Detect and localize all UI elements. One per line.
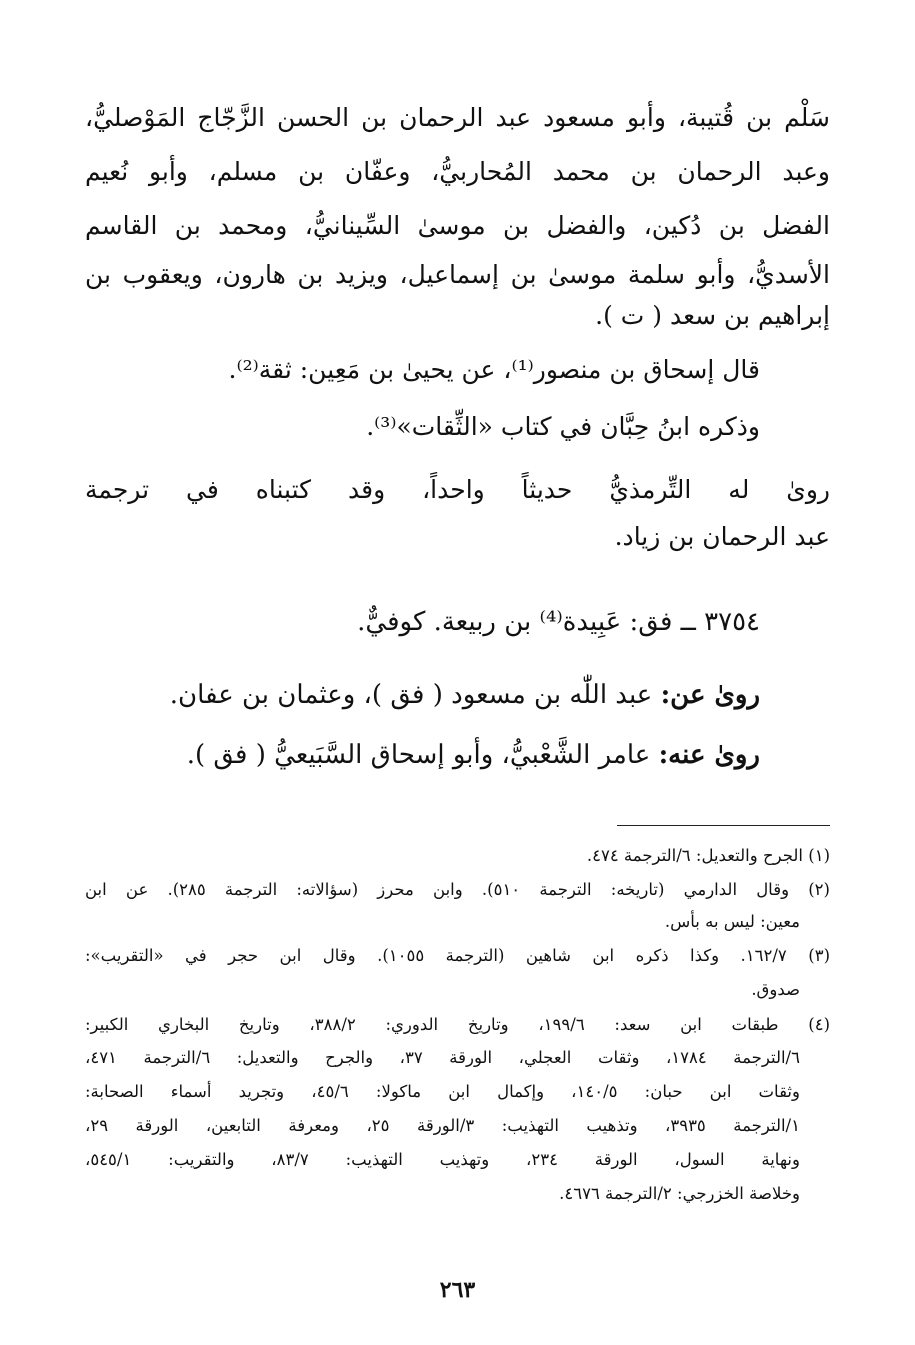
footnote-line: ١/الترجمة ٣٩٣٥، وتذهيب التهذيب: ٣/الورقة ٢٥، ومعرفة التابعين، الورقة ٢٩، <box>85 1116 800 1135</box>
footnote-line: ٦/الترجمة ١٧٨٤، وثقات العجلي، الورقة ٣٧، والجرح والتعديل: ٦/الترجمة ٤٧١، <box>85 1048 800 1067</box>
body-line: سَلْم بن قُتيبة، وأبو مسعود عبد الرحمان بن الحسن الزَّجّاج المَوْصليُّ، <box>85 103 830 132</box>
entry-narrated-from <box>170 680 760 710</box>
body-line: وذكره ابنُ حِبَّان في كتاب «الثِّقات»⁽³⁾. <box>366 412 760 441</box>
footnote-separator <box>617 825 830 826</box>
page-number: ٢٦٣ <box>439 1277 476 1303</box>
entry-heading: ٣٧٥٤ ــ فق: عَبِيدة⁽⁴⁾ بن ربيعة. كوفيٌّ. <box>357 607 760 637</box>
footnote-line: (١) الجرح والتعديل: ٦/الترجمة ٤٧٤. <box>586 846 830 865</box>
body-line: روىٰ له التِّرمذيُّ حديثاً واحداً، وقد كتبناه في ترجمة <box>85 475 830 504</box>
body-line: إبراهيم بن سعد ( ت ). <box>595 301 830 330</box>
footnote-line: ونهاية السول، الورقة ٢٣٤، وتهذيب التهذيب: ٨٣/٧، والتقريب: ٥٤٥/١، <box>85 1150 800 1169</box>
footnote-line: وثقات ابن حبان: ١٤٠/٥، وإكمال ابن ماكولا: ٤٥/٦، وتجريد أسماء الصحابة: <box>85 1082 800 1101</box>
narrated-by-text: عامر الشَّعْبيُّ، وأبو إسحاق السَّبَيعيُّ ( فق ). <box>186 740 651 770</box>
entry-narrated-by <box>187 740 760 770</box>
footnote-line: (٢) وقال الدارمي (تاريخه: الترجمة ٥١٠). وابن محرز (سؤالاته: الترجمة ٢٨٥). عن ابن <box>85 880 830 899</box>
narrated-from-text: عبد اللّٰه بن مسعود ( فق )، وعثمان بن عفان. <box>169 680 653 710</box>
body-line: عبد الرحمان بن زياد. <box>614 522 830 551</box>
footnote-line: (٣) ١٦٢/٧. وكذا ذكره ابن شاهين (الترجمة ١٠٥٥). وقال ابن حجر في «التقريب»: <box>85 946 831 965</box>
footnote-line: (٤) طبقات ابن سعد: ١٩٩/٦، وتاريخ الدوري: ٣٨٨/٢، وتاريخ البخاري الكبير: <box>85 1015 831 1034</box>
body-line: الأسديُّ، وأبو سلمة موسىٰ بن إسماعيل، ويزيد بن هارون، ويعقوب بن <box>85 260 830 289</box>
footnote-line: معين: ليس به بأس. <box>664 912 800 931</box>
footnote-line: وخلاصة الخزرجي: ٢/الترجمة ٤٦٧٦. <box>559 1184 800 1203</box>
body-line: قال إسحاق بن منصور⁽¹⁾، عن يحيىٰ بن مَعِين: ثقة⁽²⁾. <box>228 355 760 384</box>
body-line: الفضل بن دُكين، والفضل بن موسىٰ السِّينانيُّ، ومحمد بن القاسم <box>85 211 830 240</box>
narrated-by-label: روىٰ عنه: <box>658 740 760 770</box>
footnote-line: صدوق. <box>751 980 800 999</box>
narrated-from-label: روىٰ عن: <box>660 680 760 710</box>
body-line: وعبد الرحمان بن محمد المُحاربيُّ، وعفّان بن مسلم، وأبو نُعيم <box>85 157 830 186</box>
